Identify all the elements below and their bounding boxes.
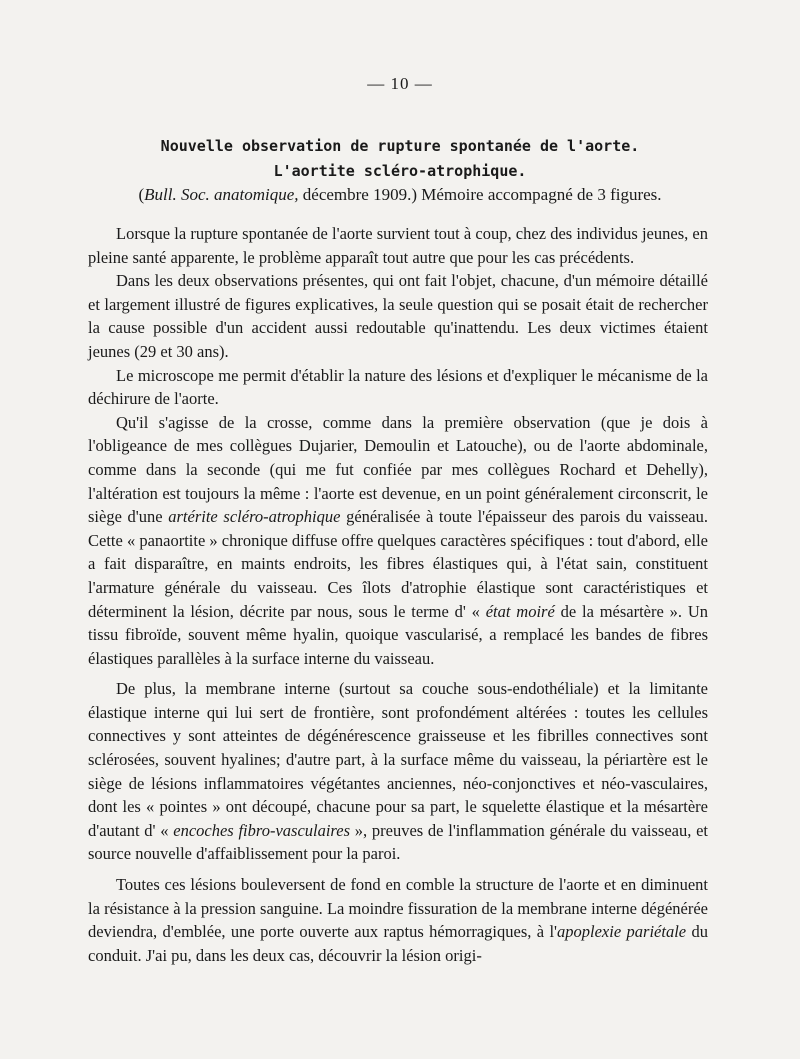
body-text	[88, 222, 708, 967]
paragraph-5	[88, 677, 708, 866]
article-title	[90, 134, 710, 184]
paragraph-4-text-c: de la mésartère ». Un tissu fibroïde, souvent même hyalin, quoique vascularisé, a remplacé les bandes de fibres élastiques parallèles à la surface interne du vaisseau.	[88, 601, 708, 668]
paragraph-6-text-b: du conduit. J'ai pu, dans les deux cas, découvrir la lésion origi-	[88, 922, 708, 965]
paragraph-6	[88, 873, 708, 967]
citation-open: (	[138, 185, 145, 204]
paragraph-3: Le microscope me permit d'établir la nature des lésions et d'expliquer le mécanisme de la déchirure de l'aorte.	[88, 365, 708, 409]
paragraph-6-emphasis: apoplexie pariétale	[557, 922, 687, 942]
page-number: — 10 —	[367, 74, 433, 93]
paragraph-4-text-a: Qu'il s'agisse de la crosse, comme dans la première observation (que je dois à l'obligeance de mes collègues Dujarier, Demoulin et Latouche), ou de l'aorte abdominale, comme dans la seconde (qui me fut confiée par mes collègues Rochard et Dehelly), l'altération est toujours la même : l'aorte est devenue, en un point généralement circonscrit, le siège d'une	[88, 412, 708, 527]
paragraph-4-emphasis-1: artérite scléro-atrophique	[168, 507, 341, 527]
paragraph-5-text-b: », preuves de l'inflammation générale du vaisseau, et source nouvelle d'affaiblissement pour la paroi.	[88, 820, 708, 864]
paragraph-2: Dans les deux observations présentes, qui ont fait l'objet, chacune, d'un mémoire détaillé et largement illustré de figures explicatives, la seule question qui se posait était de rechercher la cause possible d'un accident aussi redoutable qu'inattendu. Les deux victimes étaient jeunes (29 et 30 ans).	[88, 271, 708, 361]
paragraph-1: Lorsque la rupture spontanée de l'aorte survient tout à coup, chez des individus jeunes, en pleine santé apparente, le problème apparaît tout autre que pour les cas précédents.	[88, 224, 708, 267]
citation-rest: décembre 1909.) Mémoire accompagné de 3 figures.	[298, 185, 662, 204]
paragraph-6-text-a: Toutes ces lésions bouleversent de fond en comble la structure de l'aorte et en diminuent la résistance à la pression sanguine. La moindre fissuration de la membrane interne dégénérée deviendra, d'emblée, une porte ouverte aux raptus hémorragiques, à l'	[88, 875, 708, 942]
paragraph-5-emphasis: encoches fibro-vasculaires	[173, 820, 350, 840]
title-line-2: L'aortite scléro-atrophique.	[273, 162, 527, 180]
paragraph-4-emphasis-2: état moiré	[485, 601, 555, 621]
title-line-1: Nouvelle observation de rupture spontanée de l'aorte.	[160, 137, 640, 155]
citation-journal: Bull. Soc. anatomique,	[144, 185, 299, 204]
paragraph-4-text-b: généralisée à toute l'épaisseur des parois du vaisseau. Cette « panaortite » chronique diffuse offre quelques caractères spécifiques : tout d'abord, elle a fait disparaître, en maints endroits, les fibres élastiques qui, à l'état sain, constituent l'armature générale du vaisseau. Ces îlots d'atrophie élastique sont caractéristiques et déterminent la lésion, décrite par nous, sous le terme d' «	[88, 507, 708, 621]
paragraph-4	[88, 411, 708, 671]
paragraph-5-text-a: De plus, la membrane interne (surtout sa couche sous-endothéliale) et la limitante élastique interne qui lui sert de frontière, sont profondément altérées : toutes les cellules connectives y sont atteintes de dégénérescence graisseuse et les fibrilles connectives sont sclérosées, souvent hyalines; d'autre part, à la surface même du vaisseau, la périartère est le siège de lésions inflammatoires végétantes anciennes, néo-conjonctives et néo-vasculaires, dont les « pointes » ont découpé, chacune pour sa part, le squelette élastique et la mésartère d'autant d' «	[88, 679, 708, 840]
citation	[90, 183, 710, 207]
